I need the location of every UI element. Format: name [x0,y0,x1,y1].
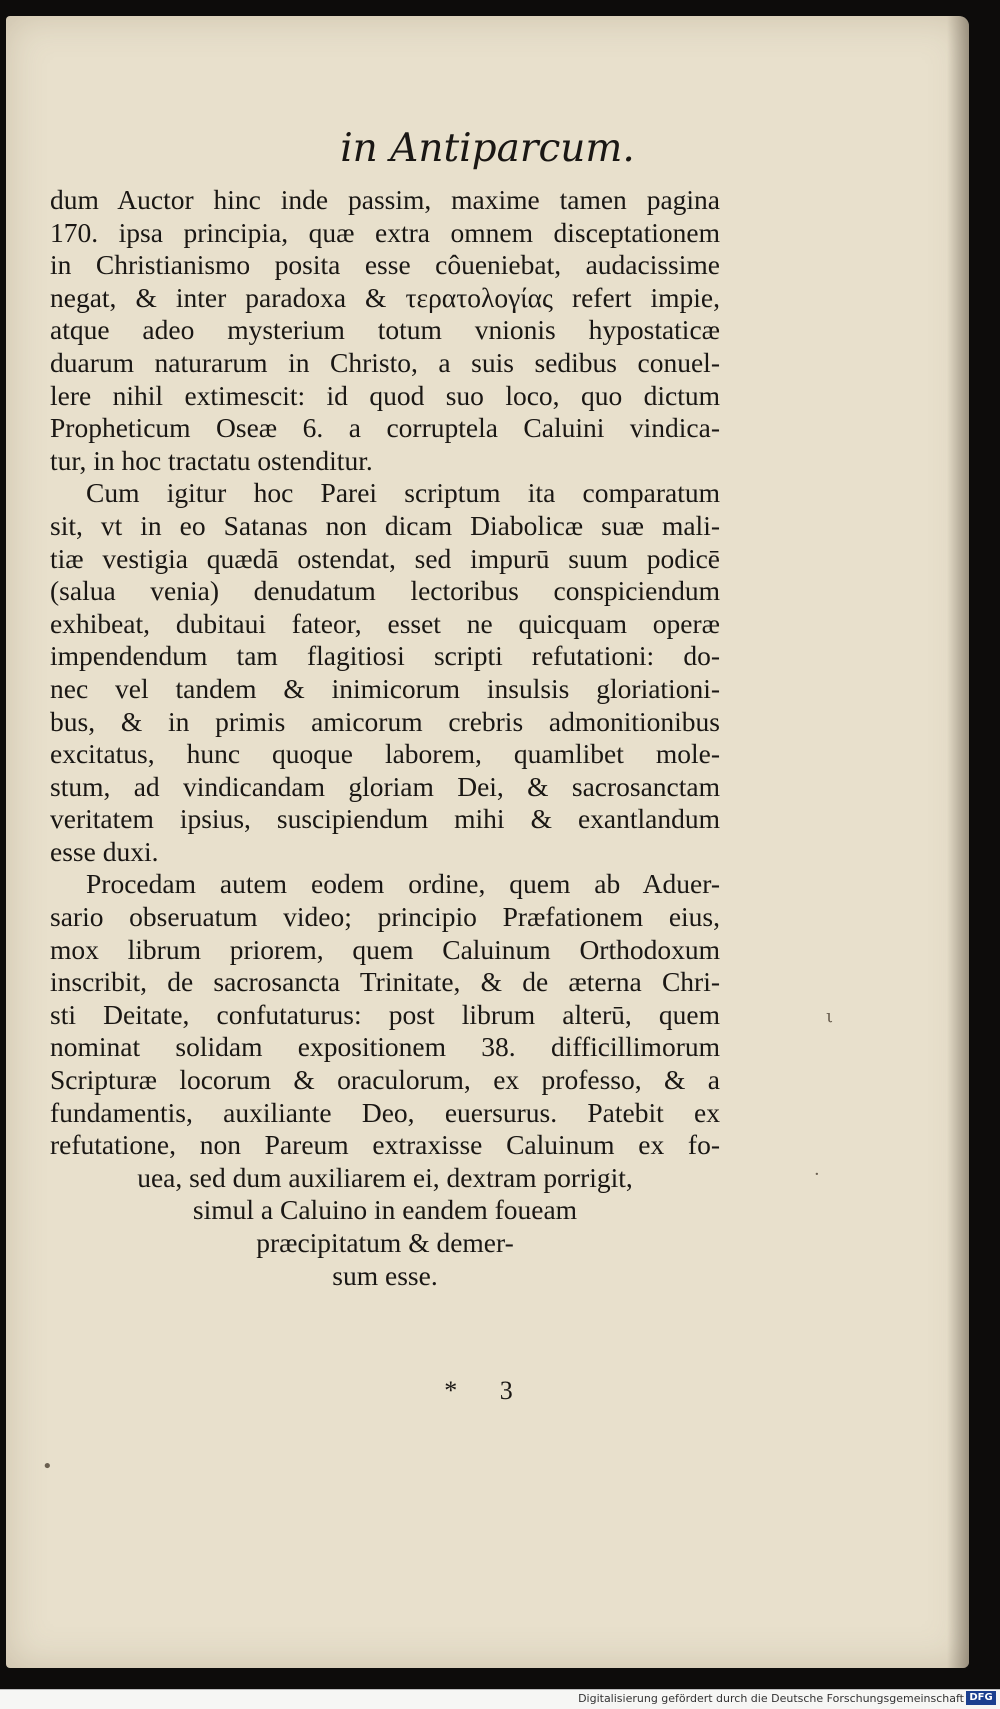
tapered-line: sum esse. [332,1259,438,1291]
text-line: impendendum tam flagitiosi scripti refutationi: do- [50,640,720,672]
paragraph-start-line: Cum igitur hoc Parei scriptum ita comparatum [86,477,720,509]
paper-speck: · [814,1164,820,1185]
text-line: nominat solidam expositionem 38. difficillimorum [50,1031,720,1063]
text-line: lere nihil extimescit: id quod suo loco, quo dictum [50,379,720,411]
running-header: in Antiparcum. [340,126,635,171]
text-line: Propheticum Oseæ 6. a corruptela Caluini vindica- [50,412,720,444]
paper-speck: • [42,1456,53,1477]
text-line: sario obseruatum video; principio Præfationem eius, [50,901,720,933]
text-line: sti Deitate, confutaturus: post librum alterū, quem [50,998,720,1030]
text-line: bus, & in primis amicorum crebris admonitionibus [50,705,720,737]
text-line: 170. ipsa principia, quæ extra omnem disceptationem [50,216,720,248]
text-line: refutatione, non Pareum extraxisse Caluinum ex fo- [50,1129,720,1161]
text-line: exhibeat, dubitaui fateor, esset ne quicquam operæ [50,607,720,639]
text-line: sit, vt in eo Satanas non dicam Diabolicæ suæ mali- [50,509,720,541]
text-line: (salua venia) denudatum lectoribus conspiciendum [50,575,720,607]
text-line: dum Auctor hinc inde passim, maxime tamen pagina [50,184,720,215]
text-line: nec vel tandem & inimicorum insulsis gloriationi- [50,672,720,704]
text-line: veritatem ipsius, suscipiendum mihi & exantlandum [50,803,720,835]
text-line: excitatus, hunc quoque laborem, quamlibet mole- [50,738,720,770]
tapered-line: præcipitatum & demer- [256,1227,514,1258]
text-line: inscribit, de sacrosancta Trinitate, & de æterna Chri- [50,966,720,998]
text-line: esse duxi. [50,835,159,867]
text-line: tiæ vestigia quædā ostendat, sed impurū suum podicē [50,542,720,574]
signature-mark: * 3 [444,1376,531,1405]
text-line: Scripturæ locorum & oraculorum, ex professo, & a [50,1064,720,1096]
body-text [50,184,720,1292]
paragraph-start-line: Procedam autem eodem ordine, quem ab Aduer- [86,868,720,900]
text-line: in Christianismo posita esse côueniebat, audacissime [50,249,720,281]
tapered-line: simul a Caluino in eandem foueam [192,1194,578,1226]
funding-credit: Digitalisierung gefördert durch die Deutsche Forschungsgemeinschaft [578,1692,964,1705]
tapered-line: uea, sed dum auxiliarem ei, dextram porrigit, [137,1161,633,1193]
dfg-logo: DFG [966,1691,996,1705]
text-line: fundamentis, auxiliante Deo, euersurus. Patebit ex [50,1096,720,1128]
text-line: negat, & inter paradoxa & τερατολογίας refert impie, [50,281,720,313]
text-line: duarum naturarum in Christo, a suis sedibus conuel- [50,346,720,378]
text-line: mox librum priorem, quem Caluinum Orthodoxum [50,933,720,965]
book-page [6,16,969,1668]
paper-speck: ι [826,1006,834,1027]
text-line: tur, in hoc tractatu ostenditur. [50,444,373,476]
text-line: stum, ad vindicandam gloriam Dei, & sacrosanctam [50,770,720,802]
text-line: atque adeo mysterium totum vnionis hypostaticæ [50,314,720,346]
